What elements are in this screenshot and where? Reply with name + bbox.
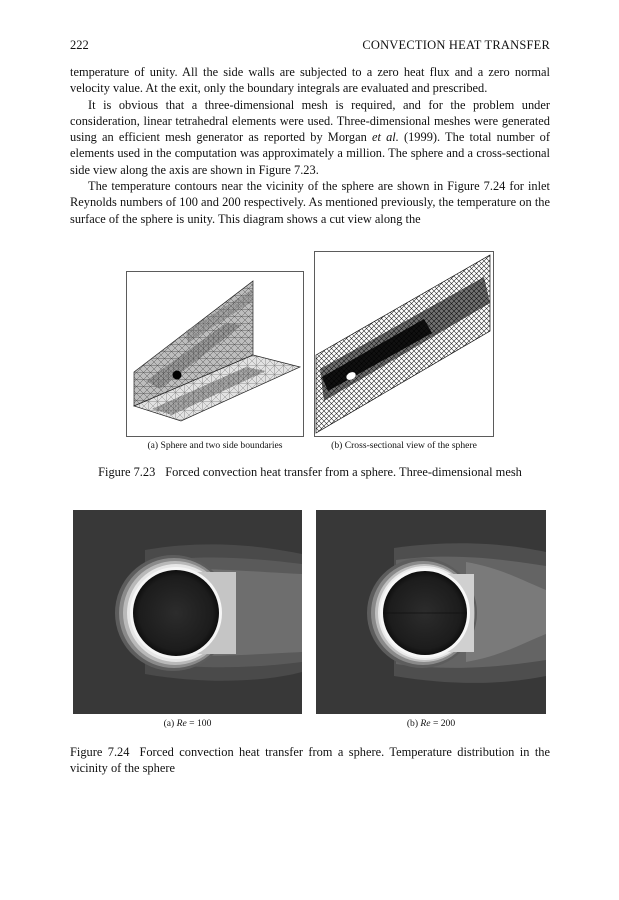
figure-7-24-caption <box>70 744 550 777</box>
figure-7-23-caption-text: Forced convection heat transfer from a sphere. Three-dimensional mesh <box>165 465 522 479</box>
running-header <box>70 38 550 54</box>
figure-7-24-label: Figure 7.24 <box>70 745 130 759</box>
paragraph-1: temperature of unity. All the side walls are subjected to a zero heat flux and a zero normal velocity value. At the exit, only the boundary integrals are evaluated and prescribed. <box>70 65 550 96</box>
paragraph-2: It is obvious that a three-dimensional mesh is required, and for the problem under consideration, linear tetrahedral elements were used. Three-dimensional meshes were generated using an efficient mesh generator as reported by Morgan et al. (1999). The total number of elements used in the computation was approximately a million. The sphere and a cross-sectional side view along the axis are shown in Figure 7.23. <box>70 97 550 177</box>
figure-7-23b-subcaption: (b) Cross-sectional view of the sphere <box>331 440 477 451</box>
figure-7-23b-mesh-image <box>314 251 494 437</box>
body-text <box>70 64 550 227</box>
figure-7-24a-subcaption: (a) Re = 100 <box>163 718 212 729</box>
figure-7-24-caption-text: Forced convection heat transfer from a sphere. Temperature distribution in the vicinity of the sphere <box>70 745 550 776</box>
figure-7-24b-contour-image <box>316 510 546 714</box>
running-title: CONVECTION HEAT TRANSFER <box>362 38 550 52</box>
figure-7-24b-subcaption: (b) Re = 200 <box>406 718 456 729</box>
page-number: 222 <box>70 38 89 52</box>
figure-7-23-label: Figure 7.23 <box>98 465 156 479</box>
figure-7-23a-mesh-image <box>126 271 304 437</box>
figure-7-23-caption <box>70 464 550 480</box>
figure-7-23a-subcaption: (a) Sphere and two side boundaries <box>147 440 283 451</box>
figure-7-24a-contour-image <box>73 510 302 714</box>
paragraph-3: The temperature contours near the vicinity of the sphere are shown in Figure 7.24 for inlet Reynolds numbers of 100 and 200 respectively. As mentioned previously, the temperature on the surface of the sphere is unity. This diagram shows a cut view along the <box>70 179 550 226</box>
